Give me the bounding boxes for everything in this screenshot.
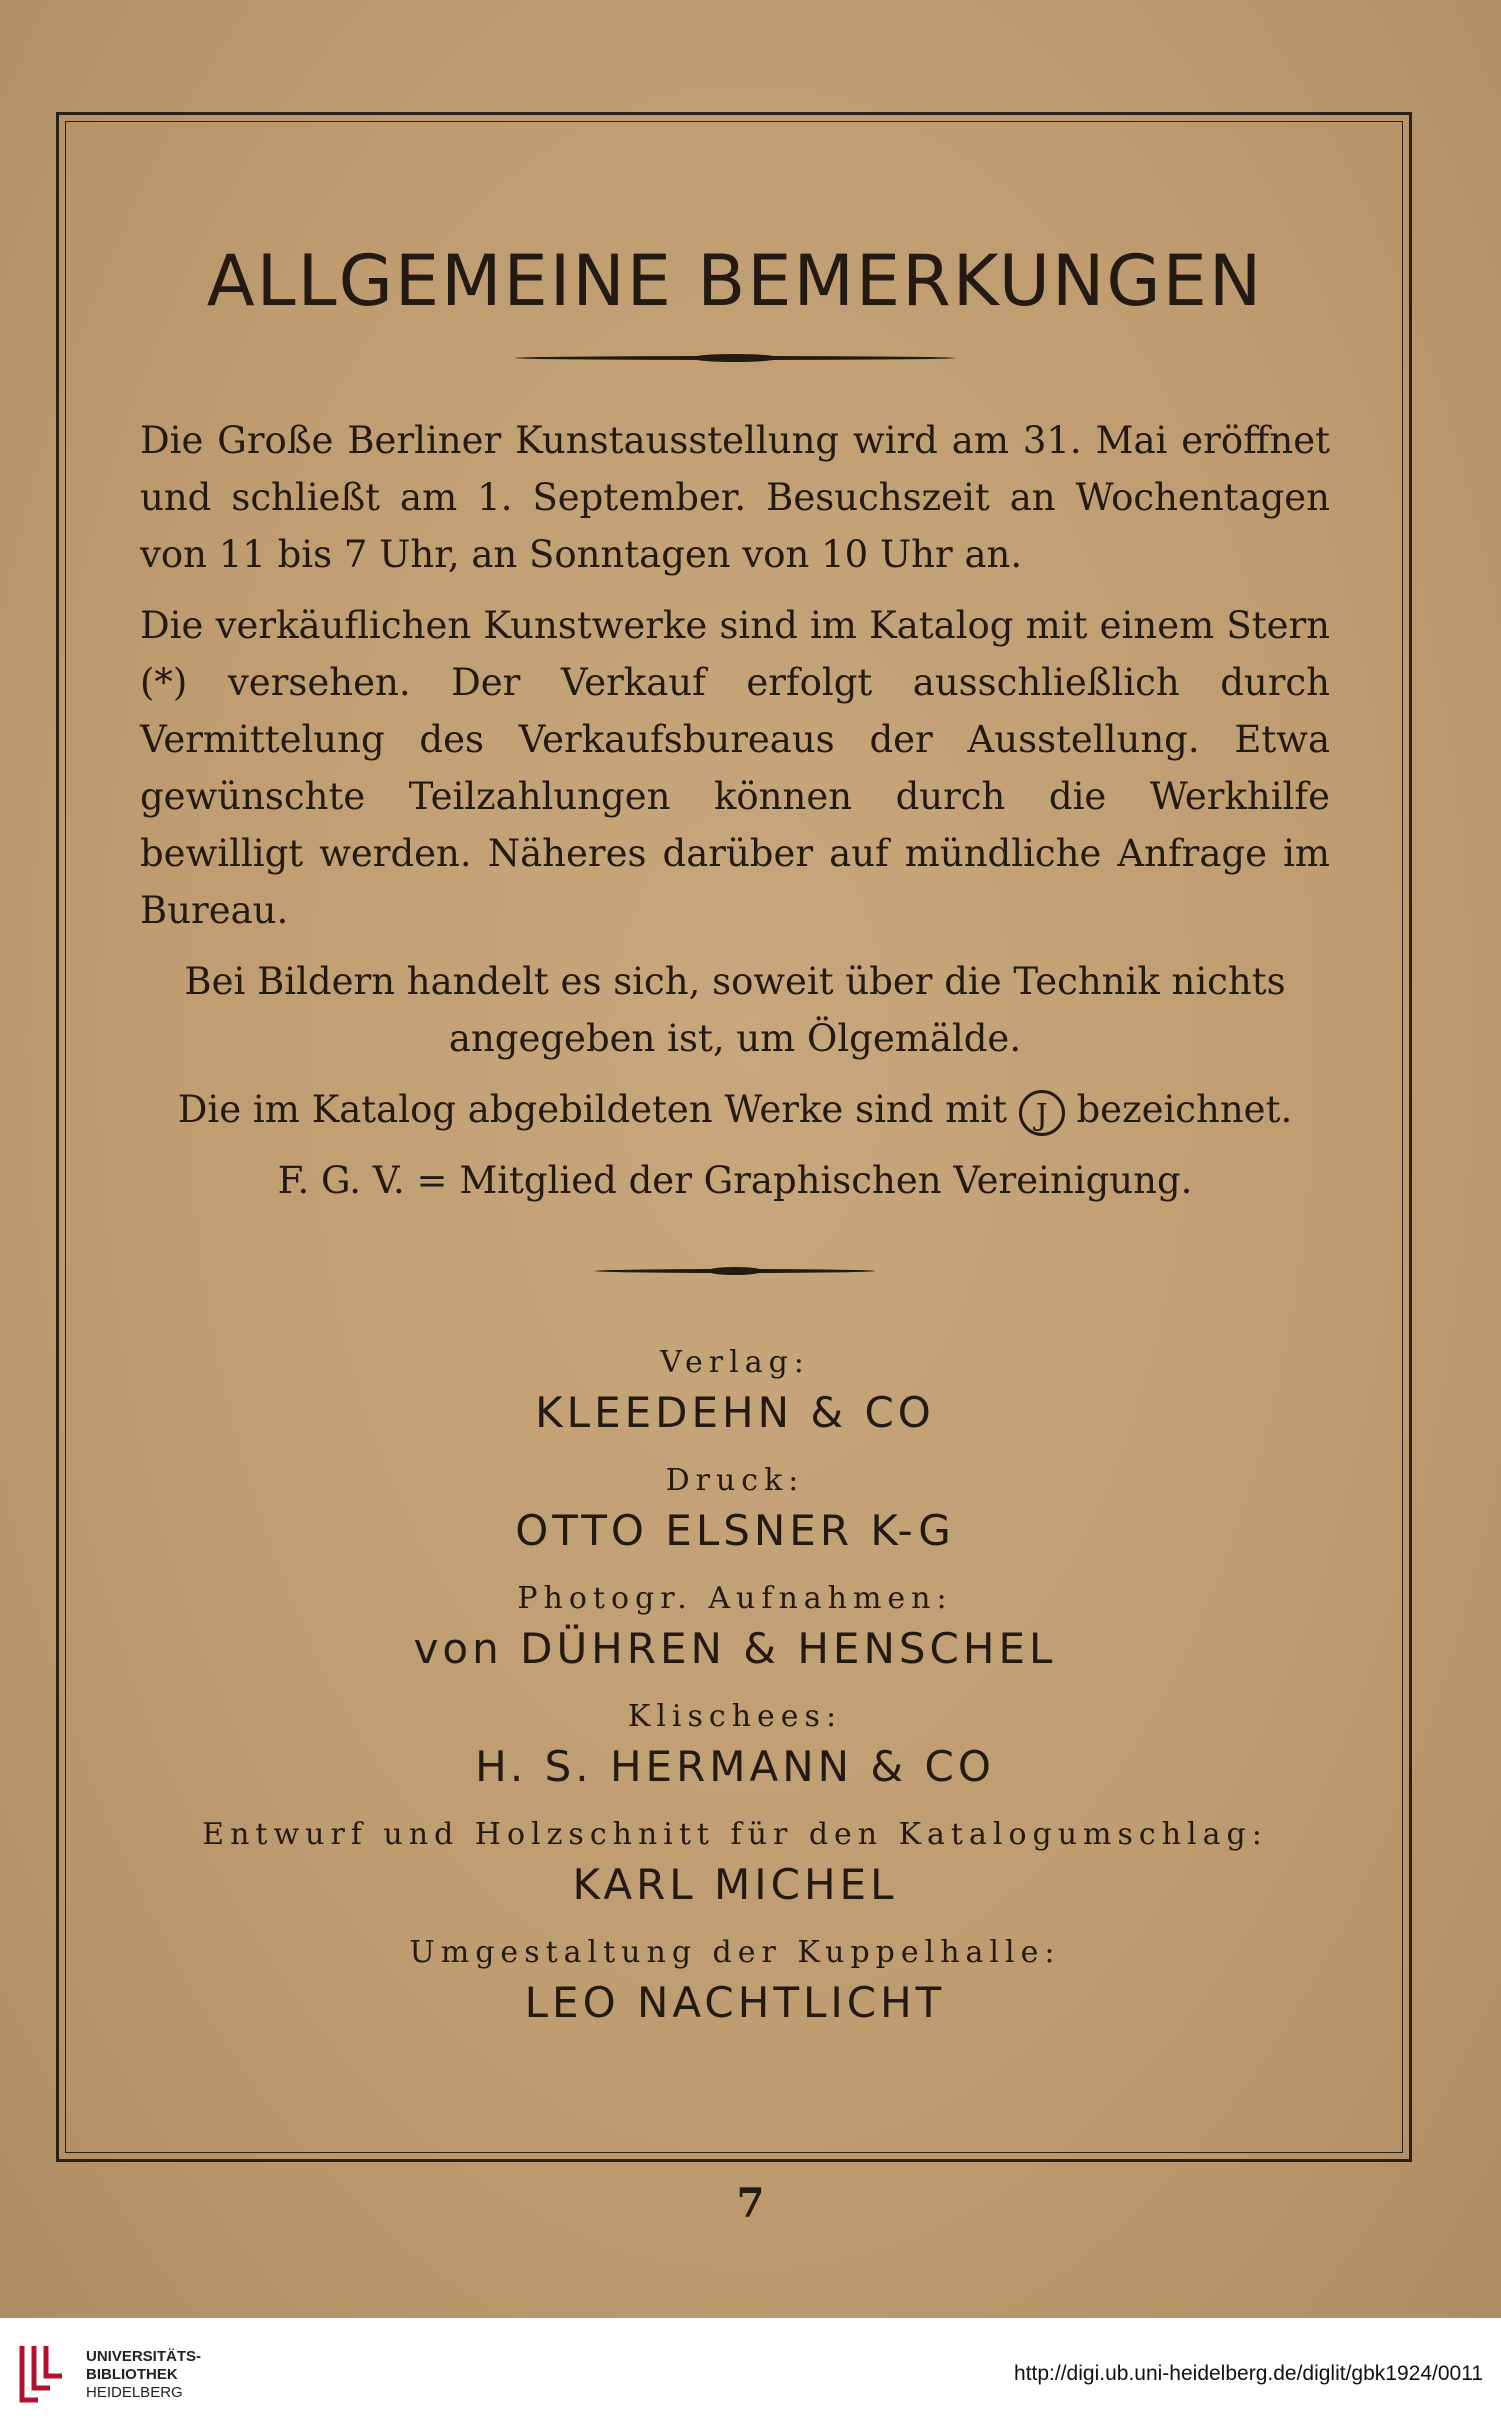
source-url-link[interactable]: http://digi.ub.uni-heidelberg.de/diglit/gbk1924/0011 <box>1014 2362 1483 2385</box>
credit-name-hall: LEO NACHTLICHT <box>524 1978 946 2027</box>
library-name-line2: BIBLIOTHEK <box>86 2366 178 2383</box>
illustrated-text-before: Die im Katalog abgebildeten Werke sind mit <box>177 1088 1007 1131</box>
library-logo-icon <box>14 2338 74 2408</box>
paragraph-illustrated <box>140 1081 1330 1138</box>
paragraph-sales: Die verkäuflichen Kunstwerke sind im Katalog mit einem Stern (*) versehen. Der Verkauf erfolgt ausschließlich durch Vermittelung des Verkaufsbureaus der Ausstellung. Etwa gewünschte Teilzahlungen können durch die Werkhilfe bewilligt werden. Näheres darüber auf mündliche Anfrage im Bureau. <box>140 604 1330 932</box>
credit-name-publisher: KLEEDEHN & CO <box>535 1388 935 1437</box>
circled-j-icon: J <box>1019 1090 1065 1136</box>
credits-section <box>60 1343 1410 2029</box>
library-name <box>86 2348 201 2402</box>
credit-name-plates: H. S. HERMANN & CO <box>475 1742 995 1791</box>
credit-label-hall: Umgestaltung der Kuppelhalle: <box>409 1935 1061 1970</box>
credit-label-cover: Entwurf und Holzschnitt für den Katalogumschlag: <box>202 1817 1268 1852</box>
page-title: ALLGEMEINE BEMERKUNGEN <box>206 240 1264 322</box>
library-name-line1: UNIVERSITÄTS- <box>86 2348 202 2365</box>
credit-label-publisher: Verlag: <box>660 1345 810 1380</box>
paragraph-opening-hours: Die Große Berliner Kunstausstellung wird am 31. Mai eröffnet und schließt am 1. September. Besuchszeit an Wochentagen von 11 bis 7 Uhr, an Sonntagen von 10 Uhr an. <box>140 419 1330 576</box>
illustrated-text-after: bezeichnet. <box>1076 1088 1293 1131</box>
credit-label-photos: Photogr. Aufnahmen: <box>517 1581 953 1616</box>
credit-name-photos: von DÜHREN & HENSCHEL <box>413 1624 1057 1673</box>
ornamental-rule-middle <box>595 1269 875 1273</box>
remarks-section <box>140 412 1330 1209</box>
ornamental-rule-top <box>515 356 955 360</box>
library-name-line3: HEIDELBERG <box>86 2384 183 2401</box>
page-content <box>60 112 1410 2051</box>
paragraph-fgv: F. G. V. = Mitglied der Graphischen Vereinigung. <box>277 1159 1193 1202</box>
paragraph-technique: Bei Bildern handelt es sich, soweit über die Technik nichts angegeben ist, um Ölgemälde. <box>184 960 1286 1060</box>
page-number: 7 <box>736 2180 765 2227</box>
library-footer <box>0 2318 1501 2430</box>
credit-name-printer: OTTO ELSNER K-G <box>515 1506 955 1555</box>
credit-label-printer: Druck: <box>665 1463 805 1498</box>
credit-label-plates: Klischees: <box>627 1699 843 1734</box>
credit-name-cover: KARL MICHEL <box>572 1860 898 1909</box>
